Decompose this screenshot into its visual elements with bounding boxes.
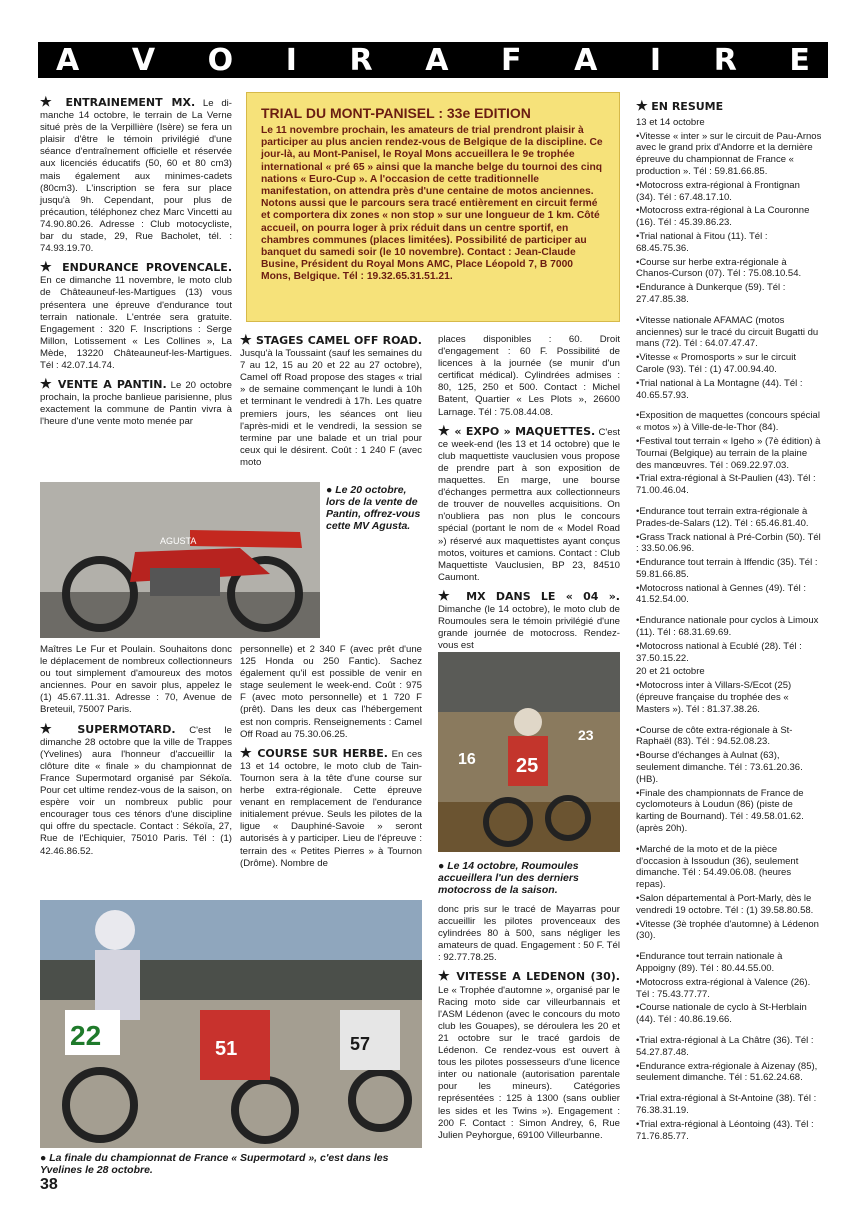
article [40, 96, 232, 255]
resume-list [636, 117, 822, 1143]
star-icon: ★ [40, 259, 63, 275]
spacer [636, 1028, 822, 1035]
article-heading: STAGES CAMEL OFF ROAD. [256, 334, 422, 347]
resume-item: •Course nationale de cyclo à St-Herblain (44). Tél : 40.86.19.66. [636, 1002, 807, 1026]
resume-item: •Grass Track national à Pré-Corbin (50). Tél : 33.50.06.96. [636, 531, 821, 555]
star-icon: ★ [438, 422, 455, 438]
resume-item: •Trial national à La Montagne (44). Tél : 40.65.57.93. [636, 377, 803, 401]
spacer [636, 718, 822, 725]
banner-letter: E [789, 42, 810, 78]
article [438, 587, 620, 652]
resume-item: •Vitesse nationale AFAMAC (motos anciennes) sur le tracé du circuit Bugatti du mans (72). Tél : 64.07.47.47. [636, 314, 819, 350]
article-text: Le « Trophée d'automne », organisé par le Racing moto side car villeurbannais et l'ASM Lédenon (avec le concours du moto club les Gouapes), se déroulera les 20 et 21 octobre sur le tracé gardois de Lédenon. Ce rendez-vous est ouvert à tous les pilotes possesseurs d'une licence inter ou nationale (autorisation parentale pour les mineurs). Catégories représentées : 125 à 1300 (sans oublier les sides et les Twins »). Engagement : 200 F. Contact : Simon Andrey, 6, Rue Julien Peyhorgue, 69100 Villeurbanne. [438, 984, 620, 1141]
resume-item: •Trial national à Fitou (11). Tél : 68.45.75.36. [636, 230, 768, 254]
column-1-middle [40, 644, 232, 864]
article [438, 422, 620, 584]
article [40, 261, 232, 372]
banner-letter: O [207, 42, 234, 78]
banner-letter: V [131, 42, 156, 78]
article [40, 644, 232, 717]
article-heading: MX DANS LE « 04 ». [466, 589, 620, 603]
resume-item: •Trial extra-régional à La Châtre (36). Tél : 54.27.87.48. [636, 1034, 814, 1058]
resume-item: •Endurance nationale pour cyclos à Limoux (11). Tél : 68.31.69.69. [636, 615, 819, 639]
star-icon: ★ [438, 968, 457, 984]
spacer [636, 308, 822, 315]
resume-item: •Endurance extra-régionale à Aizenay (85), seulement dimanche. Tél : 51.62.24.68. [636, 1060, 818, 1084]
article-text: Jusqu'à la Toussaint (sauf les semaines du 7 au 12, 15 au 20 et 22 au 27 octobre), Camel off Road propose des stages « trial » de semaine commençant le lundi à 10h et terminant le vendredi à 17h. Les quatre premiers jours, les séances ont lieu l'après-midi et le vendredi, la session se termine par une balade et un trial pour ceux qui le désirent. Coût : 1 240 F (avec moto [240, 348, 422, 468]
resume-item: •Vitesse (3è trophée d'automne) à Lédenon (30). [636, 918, 819, 942]
spacer [636, 944, 822, 951]
article [240, 644, 422, 741]
article-heading: ENDURANCE PROVENCALE. [62, 261, 232, 275]
resume-item: •Motocross national à Gennes (49). Tél : 41.52.54.00. [636, 582, 807, 606]
resume-item: •Vitesse « inter » sur le circuit de Pau-Arnos avec le grand prix d'Andorre et la dernière épreuve du championnat de France « production ». Tél : 59.81.66.85. [636, 130, 822, 177]
article-text: Le di-manche 14 octobre, le terrain de La Verne situé près de la Verpillière (Isère) se fera un plaisir d'être le témoin privilégié d'une séance d'entraînement officielle et réservée aux licenciés éducatifs (50, 60 et 80 cm3) mais également aux minimes-cadets (80cm3). L'inscription se fera sur place jusqu'à 9h. Cependant, pour plus de précaution, téléphonez chez Marc Vincetti au 74.90.80.26. Adresse : Club motocycliste, bar du stade, 29, Rue Bacholet, tél. : 74.93.19.70. [40, 98, 232, 255]
svg-text:23: 23 [578, 727, 594, 743]
star-icon: ★ [240, 744, 258, 760]
spacer [636, 403, 822, 410]
article [240, 334, 422, 469]
article-heading: VITESSE A LEDENON (30). [456, 970, 620, 984]
banner-letter: R [713, 42, 737, 78]
resume-item: 13 et 14 octobre [636, 116, 705, 128]
article [40, 378, 232, 428]
resume-item: •Motocross extra-régional à Frontignan (34). Tél : 67.48.17.10. [636, 179, 800, 203]
section-banner [38, 42, 828, 78]
trial-title: TRIAL DU MONT-PANISEL : 33e EDITION [261, 105, 531, 121]
page-number: 38 [40, 1176, 58, 1193]
column-3-top [438, 334, 620, 658]
resume-item: •Course sur herbe extra-régionale à Chanos-Curson (07). Tél : 75.08.10.54. [636, 256, 802, 280]
resume-item: •Endurance à Dunkerque (59). Tél : 27.47.85.38. [636, 282, 786, 305]
spacer [636, 1086, 822, 1093]
supermotard-photo [40, 900, 422, 1148]
svg-text:AGUSTA: AGUSTA [160, 536, 197, 546]
star-icon: ★ [240, 332, 257, 347]
banner-letter: F [501, 42, 522, 78]
supermotard-caption-text: La finale du championnat de France « Supermotard », c'est dans les Yvelines le 28 octobre. [40, 1152, 389, 1176]
banner-letter: A [574, 42, 598, 78]
resume-item: •Motocross extra-régional à La Couronne (16). Tél : 45.39.86.23. [636, 205, 810, 229]
resume-item: •Endurance tout terrain extra-régionale à Prades-de-Salars (12). Tél : 65.46.81.40. [636, 505, 809, 529]
banner-letter: R [349, 42, 373, 78]
article-heading: SUPERMOTARD. [77, 722, 176, 736]
article-text: places disponibles : 60. Droit d'engagement : 60 F. Possibilité de licences à la journée (se munir d'un certificat médical). Cylindrées admises : 80, 125, 250 et 500. Contact : Michel Batent, Quartier « Les Plots », 26600 Larnage. Tél : 75.08.44.08. [438, 334, 620, 418]
article [438, 334, 620, 419]
spacer [636, 837, 822, 844]
article-heading: COURSE SUR HERBE. [257, 746, 388, 760]
banner-letter: I [285, 42, 297, 78]
column-1-top [40, 96, 232, 434]
roumoules-caption [438, 860, 620, 896]
svg-text:22: 22 [70, 1020, 102, 1051]
svg-text:57: 57 [350, 1034, 371, 1054]
pantin-caption-text: Le 20 octobre, lors de la vente de Pantin, offrez-vous cette MV Agusta. [326, 484, 421, 532]
roumoules-photo [438, 652, 620, 852]
banner-letter: A [56, 42, 80, 78]
column-3-bottom [438, 904, 620, 1148]
column-2-middle [240, 644, 422, 876]
caption-bullet: ● [438, 860, 448, 872]
article-text: personnelle) et 2 340 F (avec prêt d'une 125 Honda ou 250 Fantic). Sachez également qu'il est possible de venir en stage seulement le week-end. Coût : 975 F (avec moto personnelle) et 1 720 F (prêt). Dans les deux cas l'hébergement est non compris. Renseignements : Camel Off Road au 75.30.06.25. [240, 644, 422, 740]
article-heading: « EXPO » MAQUETTES. [454, 424, 596, 438]
caption-bullet: ● [40, 1152, 50, 1164]
star-icon: ★ [438, 587, 467, 603]
resume-item: •Festival tout terrain « Igeho » (7è édition) à Tournai (Belgique) au terrain de la plaine des manœuvres. Tél : 069.22.97.03. [636, 435, 821, 471]
trial-box [246, 92, 620, 322]
article-text: Maîtres Le Fur et Poulain. Souhaitons donc le déplacement de nombreux collectionneurs ou tout simplement d'amoureux des motos anciennes. Pour en savoir plus, appelez le (1) 45.67.11.31. Adresse : 70, Avenue de Breteuil, 75007 Paris. [40, 644, 232, 716]
mv-agusta-photo [40, 482, 320, 638]
article-text: C'est ce week-end (les 13 et 14 octobre) que le club maquettiste vauclusien vous propose de prendre part à son exposition de maquettes. En marge, une bourse d'échanges permettra aux collectionneurs de trouver de nouvelles acquisitions. On n'oubliera pas non plus le concours spécial (portant le nom de « Model Road ») réservé aux maquettistes ayant conçus motos, voitures et camions. Contact : Club Maquettiste Vauclusien, BP 23, 84510 Caumont. [438, 426, 620, 583]
resume-column [636, 100, 822, 1144]
star-icon: ★ [40, 376, 58, 392]
resume-item: •Trial extra-régional à St-Antoine (38). Tél : 76.38.31.19. [636, 1093, 817, 1116]
resume-item: •Endurance tout terrain nationale à Appoigny (89). Tél : 80.44.55.00. [636, 951, 783, 974]
roumoules-caption-text: Le 14 octobre, Roumoules accueillera l'un des derniers motocross de la saison. [438, 860, 579, 896]
svg-text:16: 16 [458, 751, 476, 768]
resume-item: •Trial extra-régional à Léontoing (43). Tél : 71.76.85.77. [636, 1118, 814, 1142]
star-icon: ★ [636, 98, 652, 113]
resume-item: •Finale des championnats de France de cyclomoteurs à Loudun (86) (piste de karting de Bournand). Tél : 49.58.01.62. (après 20h). [636, 787, 804, 835]
article [40, 720, 232, 858]
article [438, 904, 620, 964]
article-text: Le 20 octobre prochain, la proche banlieue parisienne, plus exactement la commune de Pantin vivra à l'heure d'une vente moto menée par [40, 380, 232, 428]
resume-item: •Vitesse « Promosports » sur le circuit Carole (93). Tél : (1) 47.00.94.40. [636, 352, 796, 375]
svg-text:51: 51 [215, 1038, 238, 1060]
resume-item: •Endurance tout terrain à Iffendic (35). Tél : 59.81.66.85. [636, 557, 818, 580]
trial-body: Le 11 novembre prochain, les amateurs de trial prendront plaisir à participer au plus ancien rendez-vous de Belgique de la discipline. Ce jour-là, au Mont-Panisel, le Royal Mons accueillera le 9e trophée international « pré 65 » ainsi que la manche belge du tournoi des cinq nations « Euro-Cup ». A l'occasion de cette traditionnelle manifestation, on attendra près d'une centaine de motos anciennes. Notons aussi que le parcours sera tracé entièrement en circuit fermé et comportera dix zones « non stop » sur une longueur de 1 km. Côté accueil, on pourra loger à prix réduit dans un centre sportif, en chambres communes (places limitées). Possibilité de participer au banquet du samedi soir (le 10 novembre). Contact : Jean-Claude Busine, Président du Royal Mons AMC, Place Léopold 7, B 7000 Mons, Belgique. Tél : 19.32.65.31.51.21. [261, 125, 603, 283]
article [438, 970, 620, 1141]
supermotard-caption [40, 1152, 422, 1176]
resume-item: •Salon départemental à Port-Marly, dès le vendredi 19 octobre. Tél : (1) 39.58.80.58. [636, 893, 814, 916]
article-heading: ENTRAINEMENT MX. [65, 96, 196, 109]
resume-item: •Motocross national à Ecublé (28). Tél : 37.50.15.22. [636, 640, 802, 664]
article-text: En ce dimanche 11 novembre, le moto club de Châteauneuf-les-Martigues (13) vous présentera une épreuve d'endurance tout terrain nationale. L'entrée sera gratuite. Engagement : 320 F. Inscriptions : Serge Millon, Lotissement « Les Collines », La Mède, 13220 Châteauneuf-les-Martigues. Tél : 42.07.14.74. [40, 275, 232, 371]
article-text: En ces 13 et 14 octobre, le moto club de Tain-Tournon sera à la tête d'une course sur herbe extra-régionale. Cette épreuve venant en remplacement de l'endurance initialement prévue. Seuls les pilotes de la ligue « Dauphiné-Savoie » seront autorisés à y participer. Lieu de l'épreuve : terrain des « Petites Pierres » à Tournon (Drôme). Nombre de [240, 748, 422, 869]
resume-item: •Exposition de maquettes (concours spécial « motos ») à Ville-de-le-Thor (84). [636, 410, 820, 434]
banner-letter: A [425, 42, 449, 78]
article-text: C'est le dimanche 28 octobre que la ville de Trappes (Yvelines) aura l'honneur d'accueillir la clôture dite « finale » du championnat de France Supermotard organisé par Sékoïa. Pour cet ultime rendez-vous de la saison, on espère voir un nombreux public pour encourager tous ces ténors d'une discipline qui offre du spectacle. Contact : Sékoïa, 27, Rue de l'Echiquier, 75010 Paris. Tél : (1) 42.46.86.52. [40, 724, 232, 857]
star-icon: ★ [40, 720, 78, 736]
resume-heading: EN RESUME [651, 100, 724, 113]
resume-item: •Motocross inter à Villars-S/Ecot (25) (épreuve française du trophée des « Masters »). Tél : 81.37.38.26. [636, 680, 792, 715]
article-heading: VENTE A PANTIN. [57, 378, 167, 392]
article-text: Dimanche (le 14 octobre), le moto club de Roumoules sera le témoin privilégié d'une grande journée de motocross. Rendez-vous est [438, 603, 620, 652]
svg-text:25: 25 [516, 755, 539, 777]
resume-item: •Course de côte extra-régionale à St-Raphaël (83). Tél : 94.52.08.23. [636, 724, 793, 748]
resume-item: •Trial extra-régional à St-Paulien (43). Tél : 71.00.46.04. [636, 473, 816, 497]
resume-item: •Motocross extra-régional à Valence (26). Tél : 75.43.77.77. [636, 976, 811, 1000]
spacer [636, 608, 822, 615]
banner-letter: I [649, 42, 662, 78]
resume-item: 20 et 21 octobre [636, 666, 705, 678]
resume-item: •Marché de la moto et de la pièce d'occasion à Issoudun (36), seulement dimanche. Tél : 54.49.06.08. (heures repas). [636, 843, 799, 891]
column-2-top [240, 334, 422, 475]
article [240, 744, 422, 870]
article-text: donc pris sur le tracé de Mayarras pour accueillir les pilotes provenceaux des cylindrées 80 à 500, sans négliger les amateurs de quad. Engagement : 50 F. Tél : 92.77.78.25. [438, 904, 620, 964]
spacer [636, 499, 822, 506]
pantin-caption [326, 484, 424, 532]
star-icon: ★ [40, 94, 66, 109]
caption-bullet: ● [326, 484, 336, 496]
resume-item: •Bourse d'échanges à Aulnat (63), seulement dimanche. Tél : 73.61.20.36. (HB). [636, 750, 803, 785]
